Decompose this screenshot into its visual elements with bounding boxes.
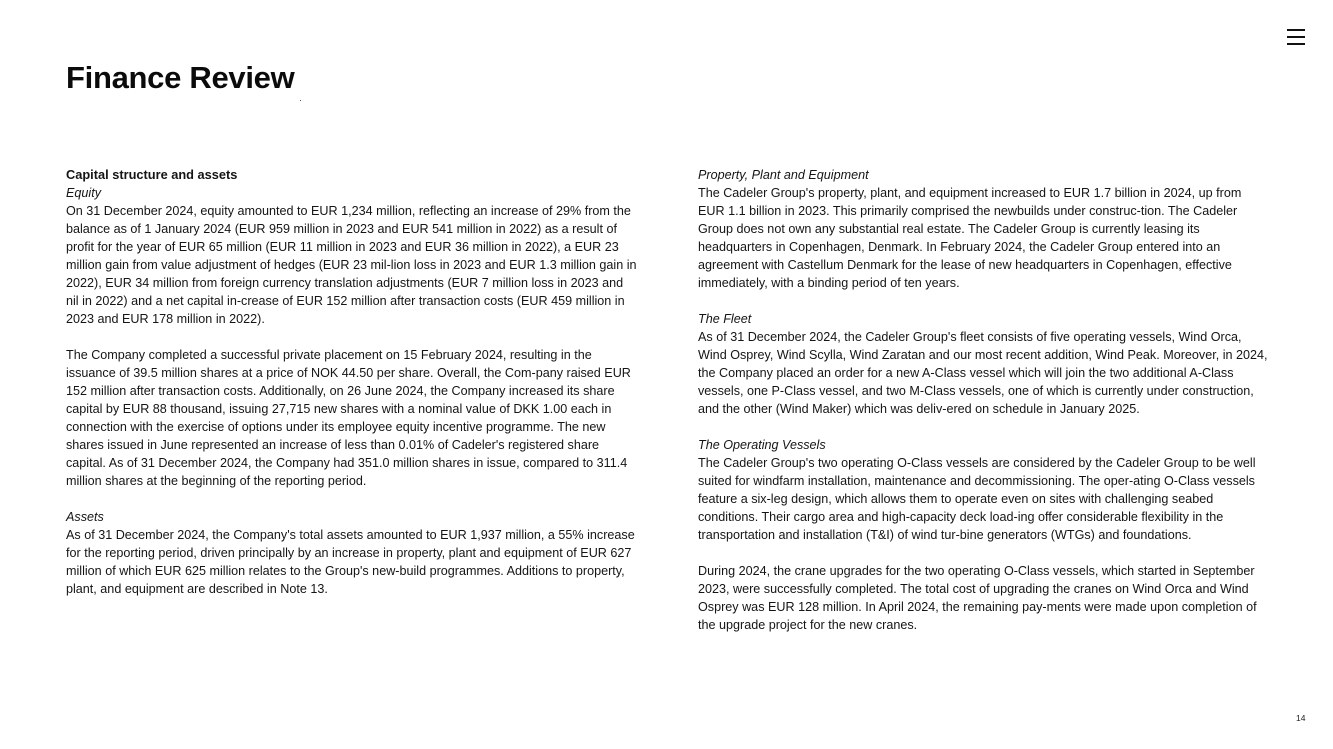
decorative-dot <box>300 100 301 101</box>
subheading-operating-vessels: The Operating Vessels <box>698 438 826 452</box>
subheading-assets: Assets <box>66 510 104 524</box>
subheading-equity: Equity <box>66 186 102 200</box>
ppe-paragraph-1: The Cadeler Group's property, plant, and equipment increased to EUR 1.7 billion in 2024, up from EUR 1.1 billion in 2023. This primarily comprised the newbuilds under construc-tion. The Cadeler Group does not own any substantial real estate. The Cadeler Group is currently leasing its headquarters in Copenhagen, Denmark. In February 2024, the Cadeler Group entered into an agreement with Castellum Denmark for the lease of new headquarters in Copenhagen, effective immediately, with a binding period of ten years. <box>698 186 1242 290</box>
assets-paragraph-1: As of 31 December 2024, the Company's total assets amounted to EUR 1,937 million, a 55% increase for the reporting period, driven principally by an increase in property, plant and equipment of EUR 627 million of which EUR 625 million relates to the Group's new-build programmes. Additions to property, plant, and equipment are described in Note 13. <box>66 528 635 596</box>
page-title: Finance Review <box>66 60 295 95</box>
section-heading-capital-structure: Capital structure and assets <box>66 167 238 182</box>
menu-icon-bar <box>1287 29 1305 31</box>
equity-paragraph-2: The Company completed a successful private placement on 15 February 2024, resulting in the issuance of 39.5 million shares at a price of NOK 44.50 per share. Overall, the Com-pany raised EUR 152 million after transaction costs. Additionally, on 26 June 2024, the Company increased its share capital by EUR 88 thousand, issuing 27,715 new shares with a nominal value of DKK 1.00 each in connection with the exercise of options under its employee equity incentive programme. The new shares issued in June represented an increase of less than 0.01% of Cadeler's registered share capital. As of 31 December 2024, the Company had 351.0 million shares in issue, compared to 311.4 million shares at the beginning of the reporting period. <box>66 348 631 488</box>
operating-paragraph-2: During 2024, the crane upgrades for the two operating O-Class vessels, which started in September 2023, were successfully completed. The total cost of upgrading the cranes on Wind Orca and Wind Osprey was EUR 128 million. In April 2024, the remaining pay-ments were made upon completion of the upgrade project for the new cranes. <box>698 564 1257 632</box>
menu-icon-bar <box>1287 43 1305 45</box>
subheading-ppe: Property, Plant and Equipment <box>698 168 869 182</box>
left-column <box>66 166 638 598</box>
operating-paragraph-1: The Cadeler Group's two operating O-Class vessels are considered by the Cadeler Group to be well suited for windfarm installation, maintenance and decommissioning. The oper-ating O-Class vessels feature a six-leg design, which allows them to operate even on sites with challenging seabed conditions. Their cargo area and high-capacity deck load-ing offer considerable flexibility in the transportation and installation (T&I) of wind tur-bine generators (WTGs) and foundations. <box>698 456 1256 542</box>
hamburger-menu-icon[interactable] <box>1287 28 1305 46</box>
fleet-paragraph-1: As of 31 December 2024, the Cadeler Group's fleet consists of five operating vessels, Wind Orca, Wind Osprey, Wind Scylla, Wind Zaratan and our most recent addition, Wind Peak. Moreover, in 2024, the Company placed an order for a new A-Class vessel which will join the two additional A-Class vessels, one P-Class vessel, and two M-Class vessels, one of which is currently under construction, and the other (Wind Maker) which was deliv-ered on schedule in January 2025. <box>698 330 1268 416</box>
menu-icon-bar <box>1287 36 1305 38</box>
equity-paragraph-1: On 31 December 2024, equity amounted to EUR 1,234 million, reflecting an increase of 29% from the balance as of 1 January 2024 (EUR 959 million in 2023 and EUR 541 million in 2022) as a result of profit for the year of EUR 65 million (EUR 11 million in 2023 and EUR 36 million in 2022), a EUR 23 million gain from value adjustment of hedges (EUR 23 mil-lion loss in 2023 and EUR 1.3 million gain in 2022), EUR 34 million from foreign currency translation adjustments (EUR 7 million loss in 2023 and nil in 2022) and a net capital in-crease of EUR 152 million after transaction costs (EUR 459 million in 2023 and EUR 178 million in 2022). <box>66 204 637 326</box>
subheading-fleet: The Fleet <box>698 312 752 326</box>
page-number: 14 <box>1296 713 1306 723</box>
right-column <box>698 166 1270 634</box>
